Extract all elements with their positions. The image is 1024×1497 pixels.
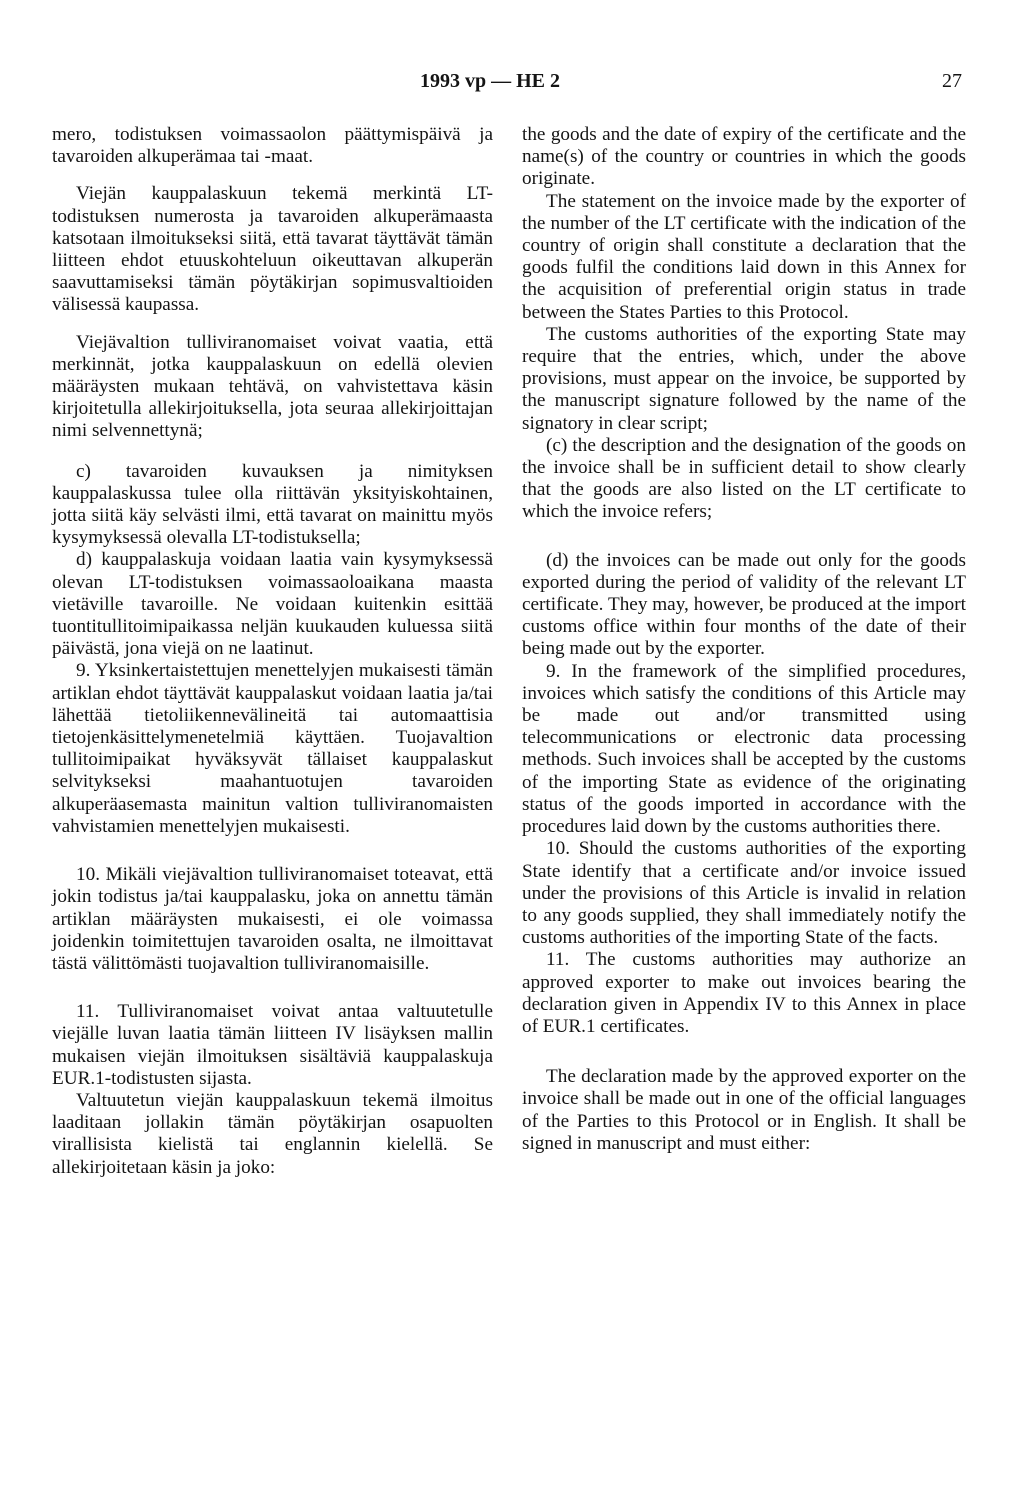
paragraph: Valtuutetun viejän kauppalaskuun tekemä ilmoitus laaditaan jollakin tämän pöytäkirjan osapuolten virallisista kielistä tai englannin kielellä. Se allekirjoitetaan käsin ja joko:: [52, 1089, 493, 1178]
paragraph: The statement on the invoice made by the exporter of the number of the LT certificate with the indication of the country of origin shall constitute a declaration that the goods fulfil the conditions laid down in this Annex for the acquisition of preferential origin status in trade between the States Parties to this Protocol.: [522, 190, 966, 323]
paragraph: c) tavaroiden kuvauksen ja nimityksen kauppalaskussa tulee olla riittävän yksityiskohtainen, jotta siitä käy selvästi ilmi, että tavarat on mainittu myös kysymyksessä olevalla LT-todistuksella;: [52, 460, 493, 549]
paragraph: mero, todistuksen voimassaolon päättymispäivä ja tavaroiden alkuperämaa tai -maat.: [52, 124, 493, 168]
page-number: 27: [942, 70, 962, 92]
paragraph: The customs authorities of the exporting State may require that the entries, which, under the above provisions, must appear on the invoice, be supported by the manuscript signature followed by the name of the signatory in clear script;: [522, 323, 966, 434]
header-title: 1993 vp — HE 2: [420, 70, 561, 92]
finnish-column: [52, 124, 493, 1179]
paragraph: d) kauppalaskuja voidaan laatia vain kysymyksessä olevan LT-todistuksen voimassaoloaikana maasta vietäville tavaroille. Ne voidaan kuitenkin esittää tuontitullitoimipaikassa neljän kuukauden kuluessa siitä päivästä, jona viejä on ne laatinut.: [52, 549, 493, 660]
paragraph: the goods and the date of expiry of the certificate and the name(s) of the country or countries in which the goods originate.: [522, 124, 966, 190]
paragraph: Viejävaltion tulliviranomaiset voivat vaatia, että merkinnät, jotka kauppalaskuun on edellä olevien määräysten mukaan tehtävä, on vahvistettava käsin kirjoitetulla allekirjoituksella, jota seuraa allekirjoittajan nimi selvennettynä;: [52, 331, 493, 442]
page-header: [0, 70, 1024, 100]
paragraph: (c) the description and the designation of the goods on the invoice shall be in sufficient detail to show clearly that the goods are also listed on the LT certificate to which the invoice refers;: [522, 434, 966, 523]
paragraph: 11. The customs authorities may authorize an approved exporter to make out invoices bearing the declaration given in Appendix IV to this Annex in place of EUR.1 certificates.: [522, 949, 966, 1037]
paragraph: 9. In the framework of the simplified procedures, invoices which satisfy the conditions of this Article may be made out and/or transmitted using telecommunications or electronic data processing methods. Such invoices shall be accepted by the customs of the importing State as evidence of the originating status of the goods imported in accordance with the procedures laid down by the customs authorities there.: [522, 660, 966, 838]
paragraph: 11. Tulliviranomaiset voivat antaa valtuutetulle viejälle luvan laatia tämän liitteen IV lisäyksen mallin mukaisen viejän ilmoituksen sisältäviä kauppalaskuja EUR.1-todistusten sijasta.: [52, 1001, 493, 1089]
paragraph: 10. Mikäli viejävaltion tulliviranomaiset toteavat, että jokin todistus ja/tai kauppalasku, joka on annettu tämän artiklan määräysten mukaisesti, ei ole voimassa joidenkin toimitettujen tavaroiden osalta, ne ilmoittavat tästä välittömästi tuojavaltion tulliviranomaisille.: [52, 864, 493, 974]
english-column: [522, 124, 966, 1155]
paragraph: (d) the invoices can be made out only for the goods exported during the period of validity of the relevant LT certificate. They may, however, be produced at the import customs office within four months of the date of their being made out by the exporter.: [522, 549, 966, 660]
paragraph: The declaration made by the approved exporter on the invoice shall be made out in one of the official languages of the Parties to this Protocol or in English. It shall be signed in manuscript and must either:: [522, 1066, 966, 1154]
paragraph: 9. Yksinkertaistettujen menettelyjen mukaisesti tämän artiklan ehdot täyttävät kauppalaskut voidaan laatia ja/tai lähettää tietoliikennevälineitä tai automaattisia tietojenkäsittelymenetelmiä käyttäen. Tuojavaltion tullitoimipaikat hyväksyvät tällaiset kauppalaskut selvitykseksi maahantuotujen tavaroiden alkuperäasemasta mainitun valtion tulliviranomaisten vahvistamien menettelyjen mukaisesti.: [52, 660, 493, 837]
paragraph: 10. Should the customs authorities of the exporting State identify that a certificate and/or invoice issued under the provisions of this Article is invalid in relation to any goods supplied, they shall immediately notify the customs authorities of the importing State of the facts.: [522, 838, 966, 949]
paragraph: Viejän kauppalaskuun tekemä merkintä LT-todistuksen numerosta ja tavaroiden alkuperämaasta katsotaan ilmoitukseksi siitä, että tavarat täyttävät tämän liitteen ehdot etuuskohteluun oikeuttavan alkuperän saavuttamiseksi tämän pöytäkirjan sopimusvaltioiden välisessä kaupassa.: [52, 183, 493, 316]
